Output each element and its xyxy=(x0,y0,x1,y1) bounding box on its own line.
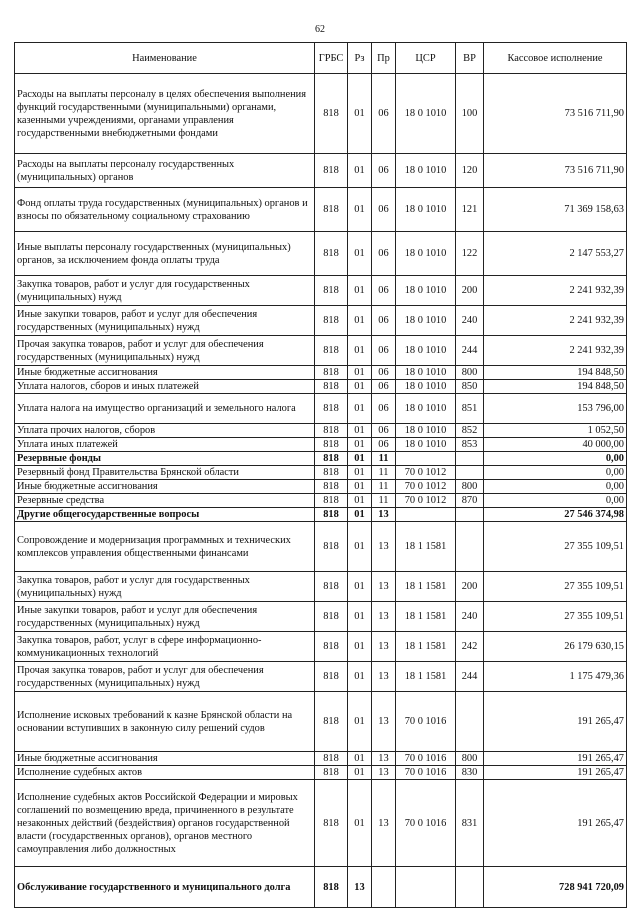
cell-name: Прочая закупка товаров, работ и услуг для обеспечения государственных (муниципальных) нужд xyxy=(15,336,315,366)
cell-rz: 01 xyxy=(348,336,372,366)
header-pr: Пр xyxy=(372,43,396,74)
cell-vr: 200 xyxy=(456,276,484,306)
table-row xyxy=(15,752,627,766)
cell-csr: 18 0 1010 xyxy=(396,306,456,336)
cell-name: Уплата иных платежей xyxy=(15,438,315,452)
cell-grbs: 818 xyxy=(315,692,348,752)
cell-vr: 870 xyxy=(456,494,484,508)
cell-grbs: 818 xyxy=(315,780,348,867)
cell-vr: 122 xyxy=(456,232,484,276)
cell-pr: 11 xyxy=(372,452,396,466)
cell-pr: 11 xyxy=(372,466,396,480)
cell-vr: 244 xyxy=(456,662,484,692)
cell-vr xyxy=(456,466,484,480)
table-row xyxy=(15,366,627,380)
cell-csr: 70 0 1016 xyxy=(396,780,456,867)
cell-grbs: 818 xyxy=(315,232,348,276)
cell-csr xyxy=(396,452,456,466)
cell-pr: 11 xyxy=(372,480,396,494)
cell-csr: 18 0 1010 xyxy=(396,276,456,306)
cell-rz: 01 xyxy=(348,508,372,522)
cell-pr: 06 xyxy=(372,74,396,154)
cell-grbs: 818 xyxy=(315,306,348,336)
cell-amount: 27 546 374,98 xyxy=(484,508,627,522)
cell-rz: 01 xyxy=(348,188,372,232)
table-row xyxy=(15,632,627,662)
cell-amount: 0,00 xyxy=(484,494,627,508)
table-row xyxy=(15,380,627,394)
cell-grbs: 818 xyxy=(315,188,348,232)
cell-amount: 73 516 711,90 xyxy=(484,154,627,188)
cell-csr: 70 0 1016 xyxy=(396,692,456,752)
cell-amount: 153 796,00 xyxy=(484,394,627,424)
cell-rz: 01 xyxy=(348,522,372,572)
cell-amount: 191 265,47 xyxy=(484,766,627,780)
cell-grbs: 818 xyxy=(315,752,348,766)
cell-pr: 06 xyxy=(372,366,396,380)
table-row xyxy=(15,494,627,508)
cell-name: Закупка товаров, работ и услуг для государственных (муниципальных) нужд xyxy=(15,572,315,602)
cell-rz: 01 xyxy=(348,154,372,188)
cell-csr: 18 0 1010 xyxy=(396,336,456,366)
cell-grbs: 818 xyxy=(315,154,348,188)
cell-amount: 191 265,47 xyxy=(484,780,627,867)
cell-amount: 40 000,00 xyxy=(484,438,627,452)
cell-pr: 06 xyxy=(372,306,396,336)
cell-amount: 191 265,47 xyxy=(484,692,627,752)
cell-amount: 2 241 932,39 xyxy=(484,306,627,336)
cell-name: Уплата налогов, сборов и иных платежей xyxy=(15,380,315,394)
header-grbs: ГРБС xyxy=(315,43,348,74)
cell-amount: 191 265,47 xyxy=(484,752,627,766)
cell-rz: 01 xyxy=(348,394,372,424)
cell-rz: 01 xyxy=(348,780,372,867)
cell-grbs: 818 xyxy=(315,424,348,438)
cell-amount: 73 516 711,90 xyxy=(484,74,627,154)
cell-csr: 18 0 1010 xyxy=(396,154,456,188)
cell-grbs: 818 xyxy=(315,380,348,394)
cell-grbs: 818 xyxy=(315,522,348,572)
cell-name: Закупка товаров, работ, услуг в сфере информационно-коммуникационных технологий xyxy=(15,632,315,662)
cell-csr: 70 0 1012 xyxy=(396,494,456,508)
cell-amount: 0,00 xyxy=(484,452,627,466)
table-row xyxy=(15,662,627,692)
cell-name: Уплата прочих налогов, сборов xyxy=(15,424,315,438)
cell-grbs: 818 xyxy=(315,366,348,380)
cell-pr: 06 xyxy=(372,336,396,366)
cell-vr: 830 xyxy=(456,766,484,780)
cell-grbs: 818 xyxy=(315,480,348,494)
cell-rz: 01 xyxy=(348,232,372,276)
cell-csr: 18 0 1010 xyxy=(396,366,456,380)
table-row xyxy=(15,602,627,632)
cell-csr: 18 1 1581 xyxy=(396,662,456,692)
cell-pr: 06 xyxy=(372,232,396,276)
cell-grbs: 818 xyxy=(315,572,348,602)
cell-amount: 0,00 xyxy=(484,466,627,480)
cell-amount: 2 241 932,39 xyxy=(484,276,627,306)
table-row xyxy=(15,867,627,908)
table-row xyxy=(15,74,627,154)
cell-name: Иные бюджетные ассигнования xyxy=(15,366,315,380)
cell-vr: 100 xyxy=(456,74,484,154)
table-row xyxy=(15,438,627,452)
cell-rz: 01 xyxy=(348,438,372,452)
cell-vr: 853 xyxy=(456,438,484,452)
cell-rz: 13 xyxy=(348,867,372,908)
cell-grbs: 818 xyxy=(315,662,348,692)
header-name: Наименование xyxy=(15,43,315,74)
cell-csr: 18 0 1010 xyxy=(396,188,456,232)
table-row xyxy=(15,232,627,276)
cell-grbs: 818 xyxy=(315,336,348,366)
cell-name: Сопровождение и модернизация программных и технических комплексов управления общественными финансами xyxy=(15,522,315,572)
cell-amount: 2 241 932,39 xyxy=(484,336,627,366)
cell-rz: 01 xyxy=(348,480,372,494)
cell-pr: 06 xyxy=(372,188,396,232)
header-amount: Кассовое исполнение xyxy=(484,43,627,74)
cell-grbs: 818 xyxy=(315,466,348,480)
cell-rz: 01 xyxy=(348,276,372,306)
cell-grbs: 818 xyxy=(315,867,348,908)
cell-name: Резервные средства xyxy=(15,494,315,508)
cell-vr: 800 xyxy=(456,480,484,494)
cell-pr: 13 xyxy=(372,602,396,632)
cell-pr: 13 xyxy=(372,508,396,522)
cell-vr xyxy=(456,692,484,752)
table-row xyxy=(15,306,627,336)
cell-pr: 13 xyxy=(372,692,396,752)
budget-execution-table xyxy=(14,42,627,908)
cell-pr: 13 xyxy=(372,752,396,766)
cell-rz: 01 xyxy=(348,494,372,508)
cell-rz: 01 xyxy=(348,306,372,336)
cell-csr xyxy=(396,508,456,522)
table-row xyxy=(15,188,627,232)
cell-rz: 01 xyxy=(348,602,372,632)
cell-pr: 06 xyxy=(372,424,396,438)
cell-amount: 0,00 xyxy=(484,480,627,494)
cell-pr: 13 xyxy=(372,632,396,662)
cell-grbs: 818 xyxy=(315,394,348,424)
page-number: 62 xyxy=(315,24,325,35)
table-row xyxy=(15,480,627,494)
cell-vr: 850 xyxy=(456,380,484,394)
cell-name: Иные закупки товаров, работ и услуг для обеспечения государственных (муниципальных) нужд xyxy=(15,306,315,336)
cell-csr: 18 0 1010 xyxy=(396,380,456,394)
cell-amount: 27 355 109,51 xyxy=(484,602,627,632)
cell-name: Расходы на выплаты персоналу государственных (муниципальных) органов xyxy=(15,154,315,188)
cell-vr: 851 xyxy=(456,394,484,424)
table-row xyxy=(15,780,627,867)
cell-amount: 27 355 109,51 xyxy=(484,522,627,572)
cell-csr: 18 0 1010 xyxy=(396,424,456,438)
header-csr: ЦСР xyxy=(396,43,456,74)
table-row xyxy=(15,336,627,366)
table-row xyxy=(15,276,627,306)
cell-name: Иные бюджетные ассигнования xyxy=(15,752,315,766)
table-row xyxy=(15,692,627,752)
cell-amount: 27 355 109,51 xyxy=(484,572,627,602)
table-row xyxy=(15,766,627,780)
cell-name: Другие общегосударственные вопросы xyxy=(15,508,315,522)
cell-rz: 01 xyxy=(348,572,372,602)
cell-vr: 800 xyxy=(456,752,484,766)
cell-name: Исполнение исковых требований к казне Брянской области на основании вступивших в законную силу решений судов xyxy=(15,692,315,752)
cell-vr: 200 xyxy=(456,572,484,602)
cell-amount: 194 848,50 xyxy=(484,380,627,394)
cell-pr: 13 xyxy=(372,572,396,602)
cell-csr: 18 0 1010 xyxy=(396,232,456,276)
cell-pr: 06 xyxy=(372,276,396,306)
cell-vr: 244 xyxy=(456,336,484,366)
cell-grbs: 818 xyxy=(315,602,348,632)
cell-grbs: 818 xyxy=(315,766,348,780)
table-row xyxy=(15,452,627,466)
cell-pr: 13 xyxy=(372,766,396,780)
cell-rz: 01 xyxy=(348,366,372,380)
header-vr: ВР xyxy=(456,43,484,74)
cell-amount: 1 052,50 xyxy=(484,424,627,438)
cell-pr: 13 xyxy=(372,780,396,867)
cell-grbs: 818 xyxy=(315,508,348,522)
cell-name: Обслуживание государственного и муниципального долга xyxy=(15,867,315,908)
cell-name: Иные закупки товаров, работ и услуг для обеспечения государственных (муниципальных) нужд xyxy=(15,602,315,632)
cell-amount: 1 175 479,36 xyxy=(484,662,627,692)
cell-csr: 18 1 1581 xyxy=(396,632,456,662)
cell-rz: 01 xyxy=(348,74,372,154)
cell-pr: 06 xyxy=(372,154,396,188)
cell-rz: 01 xyxy=(348,452,372,466)
cell-rz: 01 xyxy=(348,424,372,438)
cell-grbs: 818 xyxy=(315,452,348,466)
table-row xyxy=(15,522,627,572)
cell-grbs: 818 xyxy=(315,74,348,154)
cell-pr: 06 xyxy=(372,380,396,394)
cell-grbs: 818 xyxy=(315,438,348,452)
cell-vr: 852 xyxy=(456,424,484,438)
cell-pr: 06 xyxy=(372,394,396,424)
cell-rz: 01 xyxy=(348,380,372,394)
header-rz: Рз xyxy=(348,43,372,74)
cell-vr xyxy=(456,452,484,466)
table-row xyxy=(15,394,627,424)
cell-csr: 18 0 1010 xyxy=(396,438,456,452)
cell-name: Исполнение судебных актов Российской Федерации и мировых соглашений по возмещению вреда, причиненного в результате незаконных действий (бездействия) органов государственной власти (государственных органов), органов местного самоуправления либо должностных xyxy=(15,780,315,867)
cell-csr: 18 1 1581 xyxy=(396,522,456,572)
cell-vr xyxy=(456,867,484,908)
cell-rz: 01 xyxy=(348,766,372,780)
cell-name: Иные бюджетные ассигнования xyxy=(15,480,315,494)
table-row xyxy=(15,154,627,188)
cell-vr: 240 xyxy=(456,306,484,336)
cell-csr: 70 0 1012 xyxy=(396,466,456,480)
cell-vr xyxy=(456,522,484,572)
cell-pr: 13 xyxy=(372,522,396,572)
cell-name: Резервный фонд Правительства Брянской области xyxy=(15,466,315,480)
cell-csr: 70 0 1016 xyxy=(396,752,456,766)
cell-rz: 01 xyxy=(348,692,372,752)
table-row xyxy=(15,466,627,480)
cell-name: Расходы на выплаты персоналу в целях обеспечения выполнения функций государственными (муниципальными) органами, казенными учреждениями, органами управления государственными внебюджетными фондами xyxy=(15,74,315,154)
table-header-row xyxy=(15,43,627,74)
table-body xyxy=(15,74,627,908)
table-row xyxy=(15,508,627,522)
cell-csr: 18 1 1581 xyxy=(396,572,456,602)
cell-amount: 194 848,50 xyxy=(484,366,627,380)
cell-name: Закупка товаров, работ и услуг для государственных (муниципальных) нужд xyxy=(15,276,315,306)
cell-rz: 01 xyxy=(348,466,372,480)
cell-vr xyxy=(456,508,484,522)
cell-grbs: 818 xyxy=(315,276,348,306)
cell-name: Прочая закупка товаров, работ и услуг для обеспечения государственных (муниципальных) нужд xyxy=(15,662,315,692)
cell-amount: 26 179 630,15 xyxy=(484,632,627,662)
cell-pr: 13 xyxy=(372,662,396,692)
cell-amount: 2 147 553,27 xyxy=(484,232,627,276)
table-row xyxy=(15,572,627,602)
cell-pr: 06 xyxy=(372,438,396,452)
cell-pr xyxy=(372,867,396,908)
cell-csr: 18 1 1581 xyxy=(396,602,456,632)
cell-name: Исполнение судебных актов xyxy=(15,766,315,780)
cell-csr: 18 0 1010 xyxy=(396,74,456,154)
cell-grbs: 818 xyxy=(315,494,348,508)
cell-pr: 11 xyxy=(372,494,396,508)
cell-csr xyxy=(396,867,456,908)
cell-amount: 71 369 158,63 xyxy=(484,188,627,232)
cell-rz: 01 xyxy=(348,662,372,692)
cell-vr: 120 xyxy=(456,154,484,188)
cell-name: Фонд оплаты труда государственных (муниципальных) органов и взносы по обязательному социальному страхованию xyxy=(15,188,315,232)
cell-name: Уплата налога на имущество организаций и земельного налога xyxy=(15,394,315,424)
cell-csr: 70 0 1016 xyxy=(396,766,456,780)
cell-vr: 121 xyxy=(456,188,484,232)
cell-csr: 70 0 1012 xyxy=(396,480,456,494)
cell-rz: 01 xyxy=(348,752,372,766)
cell-vr: 831 xyxy=(456,780,484,867)
cell-csr: 18 0 1010 xyxy=(396,394,456,424)
cell-name: Резервные фонды xyxy=(15,452,315,466)
table-row xyxy=(15,424,627,438)
cell-name: Иные выплаты персоналу государственных (муниципальных) органов, за исключением фонда оплаты труда xyxy=(15,232,315,276)
cell-vr: 242 xyxy=(456,632,484,662)
cell-grbs: 818 xyxy=(315,632,348,662)
cell-rz: 01 xyxy=(348,632,372,662)
cell-vr: 240 xyxy=(456,602,484,632)
cell-vr: 800 xyxy=(456,366,484,380)
cell-amount: 728 941 720,09 xyxy=(484,867,627,908)
